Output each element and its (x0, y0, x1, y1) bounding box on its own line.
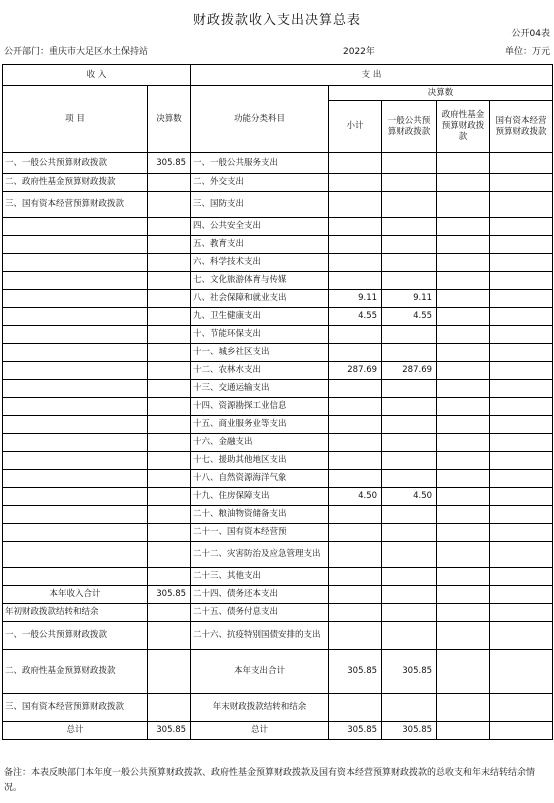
income-value-cell (148, 398, 191, 416)
subtotal-cell (329, 604, 382, 622)
general-budget-cell (382, 506, 437, 524)
table-row (3, 542, 553, 568)
gov-fund-cell (437, 192, 490, 218)
footnote: 备注：本表反映部门本年度一般公共预算财政拨款、政府性基金预算财政拨款及国有资本经营预算财政拨款的总收支和年末结转结余情况。 (4, 768, 536, 793)
table-row (3, 362, 553, 380)
table-row (3, 326, 553, 344)
expense-label-cell: 一、一般公共服务支出 (191, 153, 329, 174)
income-value-cell (148, 174, 191, 192)
state-capital-cell (490, 506, 553, 524)
general-budget-cell (382, 694, 437, 722)
subtotal-cell (329, 586, 382, 604)
state-capital-cell (490, 254, 553, 272)
subtotal-cell (329, 434, 382, 452)
subtotal-cell (329, 153, 382, 174)
table-row (3, 524, 553, 542)
table-row (3, 254, 553, 272)
expense-label-cell: 十八、自然资源海洋气象 (191, 470, 329, 488)
gov-fund-cell (437, 622, 490, 650)
income-label-cell: 二、政府性基金预算财政拨款 (3, 174, 148, 192)
income-section-header: 收 入 (3, 65, 191, 86)
gov-fund-cell (437, 488, 490, 506)
income-value-cell (148, 416, 191, 434)
income-value-cell (148, 524, 191, 542)
unit-label: 单位：万元 (504, 47, 550, 57)
subtotal-column-header: 小计 (329, 101, 382, 153)
table-row (3, 434, 553, 452)
income-value-cell (148, 568, 191, 586)
general-budget-cell: 305.85 (382, 650, 437, 694)
gov-fund-cell (437, 452, 490, 470)
income-label-cell (3, 344, 148, 362)
table-row (3, 398, 553, 416)
gov-fund-cell (437, 236, 490, 254)
state-capital-cell (490, 380, 553, 398)
state-capital-cell (490, 308, 553, 326)
income-label-cell: 一、一般公共预算财政拨款 (3, 153, 148, 174)
income-label-cell: 一、一般公共预算财政拨款 (3, 622, 148, 650)
table-row (3, 153, 553, 174)
general-budget-cell (382, 272, 437, 290)
expense-label-cell: 二十三、其他支出 (191, 568, 329, 586)
table-row (3, 604, 553, 622)
general-budget-cell (382, 218, 437, 236)
subtotal-cell: 305.85 (329, 650, 382, 694)
expense-label-cell: 年末财政拨款结转和结余 (191, 694, 329, 722)
general-budget-cell (382, 604, 437, 622)
expense-label-cell: 本年支出合计 (191, 650, 329, 694)
expense-label-cell: 十、节能环保支出 (191, 326, 329, 344)
state-capital-cell (490, 344, 553, 362)
general-budget-cell (382, 236, 437, 254)
general-budget-cell (382, 153, 437, 174)
income-value-cell (148, 488, 191, 506)
income-value-cell (148, 218, 191, 236)
expense-label-cell: 三、国防支出 (191, 192, 329, 218)
table-row (3, 694, 553, 722)
table-code: 公开04表 (511, 29, 550, 39)
general-budget-cell (382, 174, 437, 192)
state-capital-cell (490, 524, 553, 542)
income-value-cell: 305.85 (148, 586, 191, 604)
gov-fund-cell (437, 542, 490, 568)
expense-label-cell: 九、卫生健康支出 (191, 308, 329, 326)
income-label-cell: 总计 (3, 722, 148, 740)
expense-label-cell: 十二、农林水支出 (191, 362, 329, 380)
budget-table (2, 64, 553, 740)
subtotal-cell (329, 326, 382, 344)
expense-label-cell: 十一、城乡社区支出 (191, 344, 329, 362)
income-value-cell (148, 506, 191, 524)
income-value-cell: 305.85 (148, 722, 191, 740)
state-capital-cell (490, 542, 553, 568)
state-capital-cell (490, 586, 553, 604)
gov-fund-cell (437, 434, 490, 452)
general-budget-cell (382, 542, 437, 568)
gov-fund-cell (437, 524, 490, 542)
general-budget-cell (382, 416, 437, 434)
general-budget-column-header: 一般公共预算财政拨款 (382, 101, 437, 153)
expense-label-cell: 二十一、国有资本经营预 (191, 524, 329, 542)
income-label-cell (3, 506, 148, 524)
general-budget-cell (382, 452, 437, 470)
subtotal-cell (329, 506, 382, 524)
income-label-cell: 三、国有资本经营预算财政拨款 (3, 694, 148, 722)
income-value-cell (148, 542, 191, 568)
income-label-cell (3, 254, 148, 272)
gov-fund-cell (437, 650, 490, 694)
expense-label-cell: 二十、粮油物资储备支出 (191, 506, 329, 524)
table-row (3, 272, 553, 290)
general-budget-cell (382, 622, 437, 650)
table-row (3, 722, 553, 740)
income-value-cell (148, 290, 191, 308)
page-title: 财政拨款收入支出决算总表 (192, 13, 361, 28)
table-row (3, 416, 553, 434)
expense-label-cell: 五、教育支出 (191, 236, 329, 254)
state-capital-cell (490, 272, 553, 290)
income-value-cell (148, 694, 191, 722)
income-value-cell (148, 604, 191, 622)
state-capital-cell (490, 604, 553, 622)
income-value-cell: 305.85 (148, 153, 191, 174)
state-capital-cell (490, 326, 553, 344)
subtotal-cell (329, 622, 382, 650)
gov-fund-cell (437, 344, 490, 362)
income-label-cell: 年初财政拨款结转和结余 (3, 604, 148, 622)
state-capital-cell (490, 362, 553, 380)
gov-fund-cell (437, 326, 490, 344)
general-budget-cell: 305.85 (382, 722, 437, 740)
state-capital-cell (490, 722, 553, 740)
table-row (3, 290, 553, 308)
expense-label-cell: 二十二、灾害防治及应急管理支出 (191, 542, 329, 568)
expense-label-cell: 七、文化旅游体育与传媒 (191, 272, 329, 290)
general-budget-cell (382, 398, 437, 416)
general-budget-cell (382, 586, 437, 604)
state-capital-cell (490, 174, 553, 192)
subtotal-cell (329, 452, 382, 470)
gov-fund-cell (437, 362, 490, 380)
expense-label-cell: 十六、金融支出 (191, 434, 329, 452)
state-capital-cell (490, 218, 553, 236)
general-budget-cell (382, 524, 437, 542)
income-label-cell (3, 218, 148, 236)
gov-fund-cell (437, 586, 490, 604)
table-row (3, 192, 553, 218)
gov-fund-cell (437, 272, 490, 290)
income-label-cell (3, 326, 148, 344)
expense-label-cell: 二十五、债务付息支出 (191, 604, 329, 622)
gov-fund-column-header: 政府性基金预算财政拨款 (437, 101, 490, 153)
table-row (3, 308, 553, 326)
income-label-cell (3, 568, 148, 586)
state-capital-cell (490, 416, 553, 434)
subtotal-cell (329, 398, 382, 416)
state-capital-cell (490, 153, 553, 174)
income-value-cell (148, 434, 191, 452)
income-label-cell (3, 362, 148, 380)
subtotal-cell (329, 470, 382, 488)
expense-label-cell: 十四、资源勘探工业信息 (191, 398, 329, 416)
state-capital-cell (490, 398, 553, 416)
general-budget-cell (382, 192, 437, 218)
gov-fund-cell (437, 218, 490, 236)
expense-label-cell: 六、科学技术支出 (191, 254, 329, 272)
income-label-cell: 二、政府性基金预算财政拨款 (3, 650, 148, 694)
expense-section-header: 支 出 (191, 65, 553, 86)
general-budget-cell (382, 254, 437, 272)
expense-label-cell: 二、外交支出 (191, 174, 329, 192)
income-label-cell (3, 380, 148, 398)
general-budget-cell (382, 380, 437, 398)
subtotal-cell (329, 272, 382, 290)
income-label-cell (3, 542, 148, 568)
state-capital-cell (490, 236, 553, 254)
expense-label-cell: 十三、交通运输支出 (191, 380, 329, 398)
expense-label-cell: 十七、援助其他地区支出 (191, 452, 329, 470)
general-budget-cell: 4.55 (382, 308, 437, 326)
subtotal-cell: 305.85 (329, 722, 382, 740)
state-capital-cell (490, 622, 553, 650)
subtotal-cell (329, 524, 382, 542)
subtotal-cell: 4.55 (329, 308, 382, 326)
expense-label-cell: 二十四、债务还本支出 (191, 586, 329, 604)
income-value-cell (148, 326, 191, 344)
income-label-cell (3, 470, 148, 488)
gov-fund-cell (437, 470, 490, 488)
gov-fund-cell (437, 416, 490, 434)
table-row (3, 506, 553, 524)
expense-label-cell: 总计 (191, 722, 329, 740)
state-capital-cell (490, 488, 553, 506)
gov-fund-cell (437, 380, 490, 398)
item-column-header: 项 目 (3, 86, 148, 153)
table-row (3, 380, 553, 398)
income-label-cell (3, 236, 148, 254)
income-value-cell (148, 622, 191, 650)
income-label-cell (3, 452, 148, 470)
income-value-cell (148, 344, 191, 362)
state-capital-cell (490, 694, 553, 722)
income-label-cell: 三、国有资本经营预算财政拨款 (3, 192, 148, 218)
income-label-cell (3, 488, 148, 506)
income-label-cell (3, 434, 148, 452)
gov-fund-cell (437, 290, 490, 308)
subtotal-cell (329, 542, 382, 568)
income-label-cell: 本年收入合计 (3, 586, 148, 604)
gov-fund-cell (437, 153, 490, 174)
income-label-cell (3, 398, 148, 416)
gov-fund-cell (437, 174, 490, 192)
state-capital-cell (490, 192, 553, 218)
subtotal-cell (329, 568, 382, 586)
subtotal-cell (329, 380, 382, 398)
state-capital-column-header: 国有资本经营预算财政拨款 (490, 101, 553, 153)
gov-fund-cell (437, 694, 490, 722)
gov-fund-cell (437, 398, 490, 416)
gov-fund-cell (437, 506, 490, 524)
table-row (3, 218, 553, 236)
final-group-header: 决算数 (329, 86, 553, 101)
gov-fund-cell (437, 604, 490, 622)
table-row (3, 174, 553, 192)
general-budget-cell (382, 326, 437, 344)
table-row (3, 344, 553, 362)
income-value-cell (148, 272, 191, 290)
table-row (3, 586, 553, 604)
subtotal-cell (329, 254, 382, 272)
state-capital-cell (490, 568, 553, 586)
table-row (3, 452, 553, 470)
org-label: 公开部门：重庆市大足区水土保持站 (4, 47, 149, 57)
table-row (3, 470, 553, 488)
gov-fund-cell (437, 722, 490, 740)
general-budget-cell (382, 434, 437, 452)
state-capital-cell (490, 290, 553, 308)
table-row (3, 236, 553, 254)
income-value-cell (148, 192, 191, 218)
table-row (3, 650, 553, 694)
year-label: 2022年 (343, 47, 375, 57)
subtotal-cell (329, 694, 382, 722)
table-row (3, 488, 553, 506)
state-capital-cell (490, 650, 553, 694)
state-capital-cell (490, 470, 553, 488)
expense-label-cell: 四、公共安全支出 (191, 218, 329, 236)
income-value-cell (148, 380, 191, 398)
state-capital-cell (490, 452, 553, 470)
general-budget-cell (382, 568, 437, 586)
income-value-cell (148, 254, 191, 272)
expense-label-cell: 十五、商业服务业等支出 (191, 416, 329, 434)
income-label-cell (3, 308, 148, 326)
expense-label-cell: 十九、住房保障支出 (191, 488, 329, 506)
income-value-cell (148, 308, 191, 326)
general-budget-cell: 4.50 (382, 488, 437, 506)
income-label-cell (3, 290, 148, 308)
income-value-cell (148, 470, 191, 488)
income-label-cell (3, 416, 148, 434)
subtotal-cell (329, 344, 382, 362)
income-value-cell (148, 236, 191, 254)
income-value-cell (148, 650, 191, 694)
table-row (3, 568, 553, 586)
income-value-cell (148, 452, 191, 470)
gov-fund-cell (437, 308, 490, 326)
func-category-column-header: 功能分类科目 (191, 86, 329, 153)
expense-label-cell: 八、社会保障和就业支出 (191, 290, 329, 308)
general-budget-cell: 287.69 (382, 362, 437, 380)
subtotal-cell (329, 174, 382, 192)
gov-fund-cell (437, 568, 490, 586)
subtotal-cell (329, 192, 382, 218)
income-label-cell (3, 272, 148, 290)
subtotal-cell (329, 236, 382, 254)
table-row (3, 622, 553, 650)
general-budget-cell: 9.11 (382, 290, 437, 308)
final-amount-column-header: 决算数 (148, 86, 191, 153)
subtotal-cell: 4.50 (329, 488, 382, 506)
subtotal-cell (329, 218, 382, 236)
subtotal-cell: 9.11 (329, 290, 382, 308)
income-label-cell (3, 524, 148, 542)
general-budget-cell (382, 344, 437, 362)
state-capital-cell (490, 434, 553, 452)
general-budget-cell (382, 470, 437, 488)
gov-fund-cell (437, 254, 490, 272)
subtotal-cell: 287.69 (329, 362, 382, 380)
income-value-cell (148, 362, 191, 380)
expense-label-cell: 二十六、抗疫特别国债安排的支出 (191, 622, 329, 650)
subtotal-cell (329, 416, 382, 434)
